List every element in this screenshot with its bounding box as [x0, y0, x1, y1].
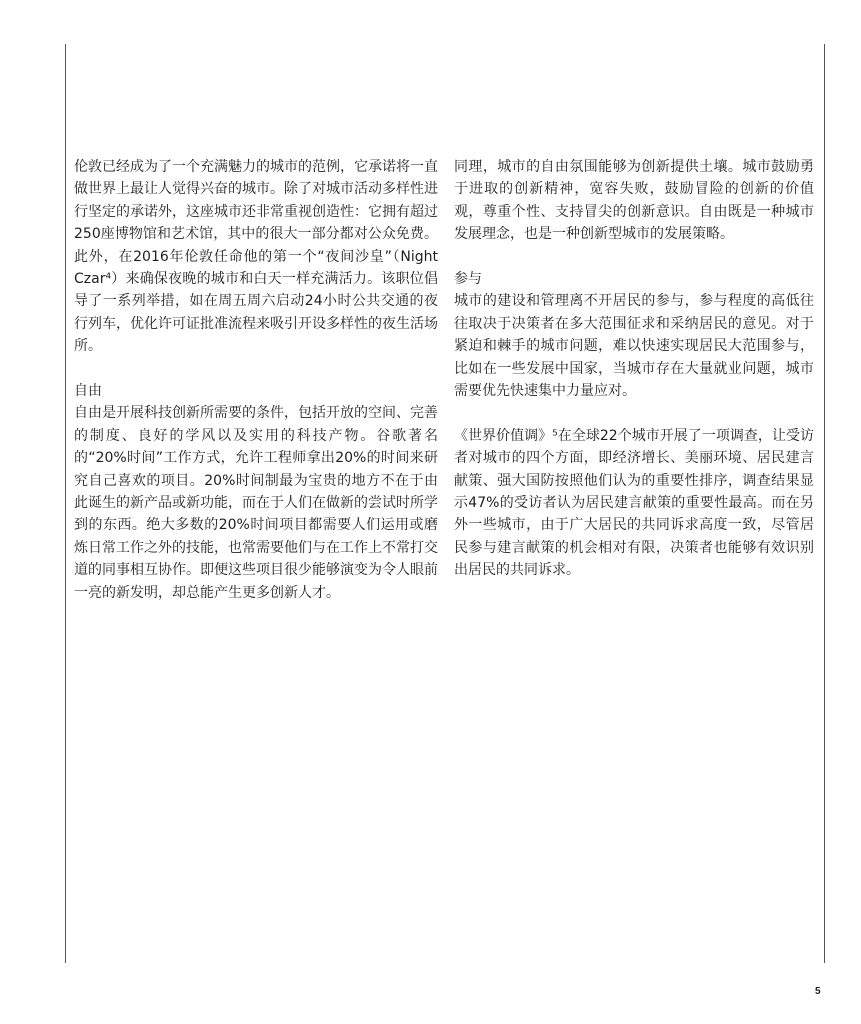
freedom-paragraph: 自由是开展科技创新所需要的条件，包括开放的空间、完善的制度、良好的学风以及实用的科技产物。谷歌著名的“20%时间”工作方式，允许工程师拿出20%的时间来研究自己喜欢的项目。20%时间制最为宝贵的地方不在于由此诞生的新产品或新功能，而在于人们在做新的尝试时所学到的东西。绝大多数的20%时间项目都需要人们运用或磨炼日常工作之外的技能，也常需要他们与在工作上不常打交道的同事相互协作。即便这些项目很少能够演变为令人眼前一亮的新发明，却总能产生更多创新人才。: [74, 405, 438, 601]
participation-paragraph: 城市的建设和管理离不开居民的参与，参与程度的高低往往取决于决策者在多大范围征求和采纳居民的意见。对于紧迫和棘手的城市问题，难以快速实现居民大范围参与，比如在一些发展中国家，当城市存在大量就业问题，城市需要优先快速集中力量应对。: [454, 293, 814, 400]
right-text-column: [454, 156, 814, 582]
left-margin-rule: [65, 44, 66, 963]
page-number: 5: [815, 986, 821, 997]
freedom-heading: 自由: [74, 383, 102, 400]
paragraph-spacer: [454, 402, 814, 424]
paragraph-spacer: [74, 358, 438, 380]
freedom-city-paragraph: 同理，城市的自由氛围能够为创新提供土壤。城市鼓励勇于进取的创新精神，宽容失败，鼓励冒险的创新的价值观，尊重个性、支持冒尖的创新意识。自由既是一种城市发展理念，也是一种创新型城市的发展策略。: [454, 159, 814, 243]
right-margin-rule: [824, 44, 825, 963]
left-text-column: [74, 156, 438, 604]
participation-heading: 参与: [454, 271, 482, 288]
world-values-survey-paragraph: 《世界价值调》⁵在全球22个城市开展了一项调查，让受访者对城市的四个方面，即经济增长、美丽环境、居民建言献策、强大国防按照他们认为的重要性排序，调查结果显示47%的受访者认为居民建言献策的重要性最高。而在另外一些城市，由于广大居民的共同诉求高度一致，尽管居民参与建言献策的机会相对有限，决策者也能够有效识别出居民的共同诉求。: [454, 427, 814, 579]
london-paragraph: 伦敦已经成为了一个充满魅力的城市的范例，它承诺将一直做世界上最让人觉得兴奋的城市。除了对城市活动多样性进行坚定的承诺外，这座城市还非常重视创造性：它拥有超过250座博物馆和艺术馆，其中的很大一部分都对公众免费。此外，在2016年伦敦任命他的第一个“夜间沙皇”（Night Czar⁴）来确保夜晚的城市和白天一样充满活力。该职位倡导了一系列举措，如在周五周六启动24小时公共交通的夜行列车，优化许可证批准流程来吸引开设多样性的夜生活场所。: [74, 159, 438, 355]
paragraph-spacer: [454, 246, 814, 268]
